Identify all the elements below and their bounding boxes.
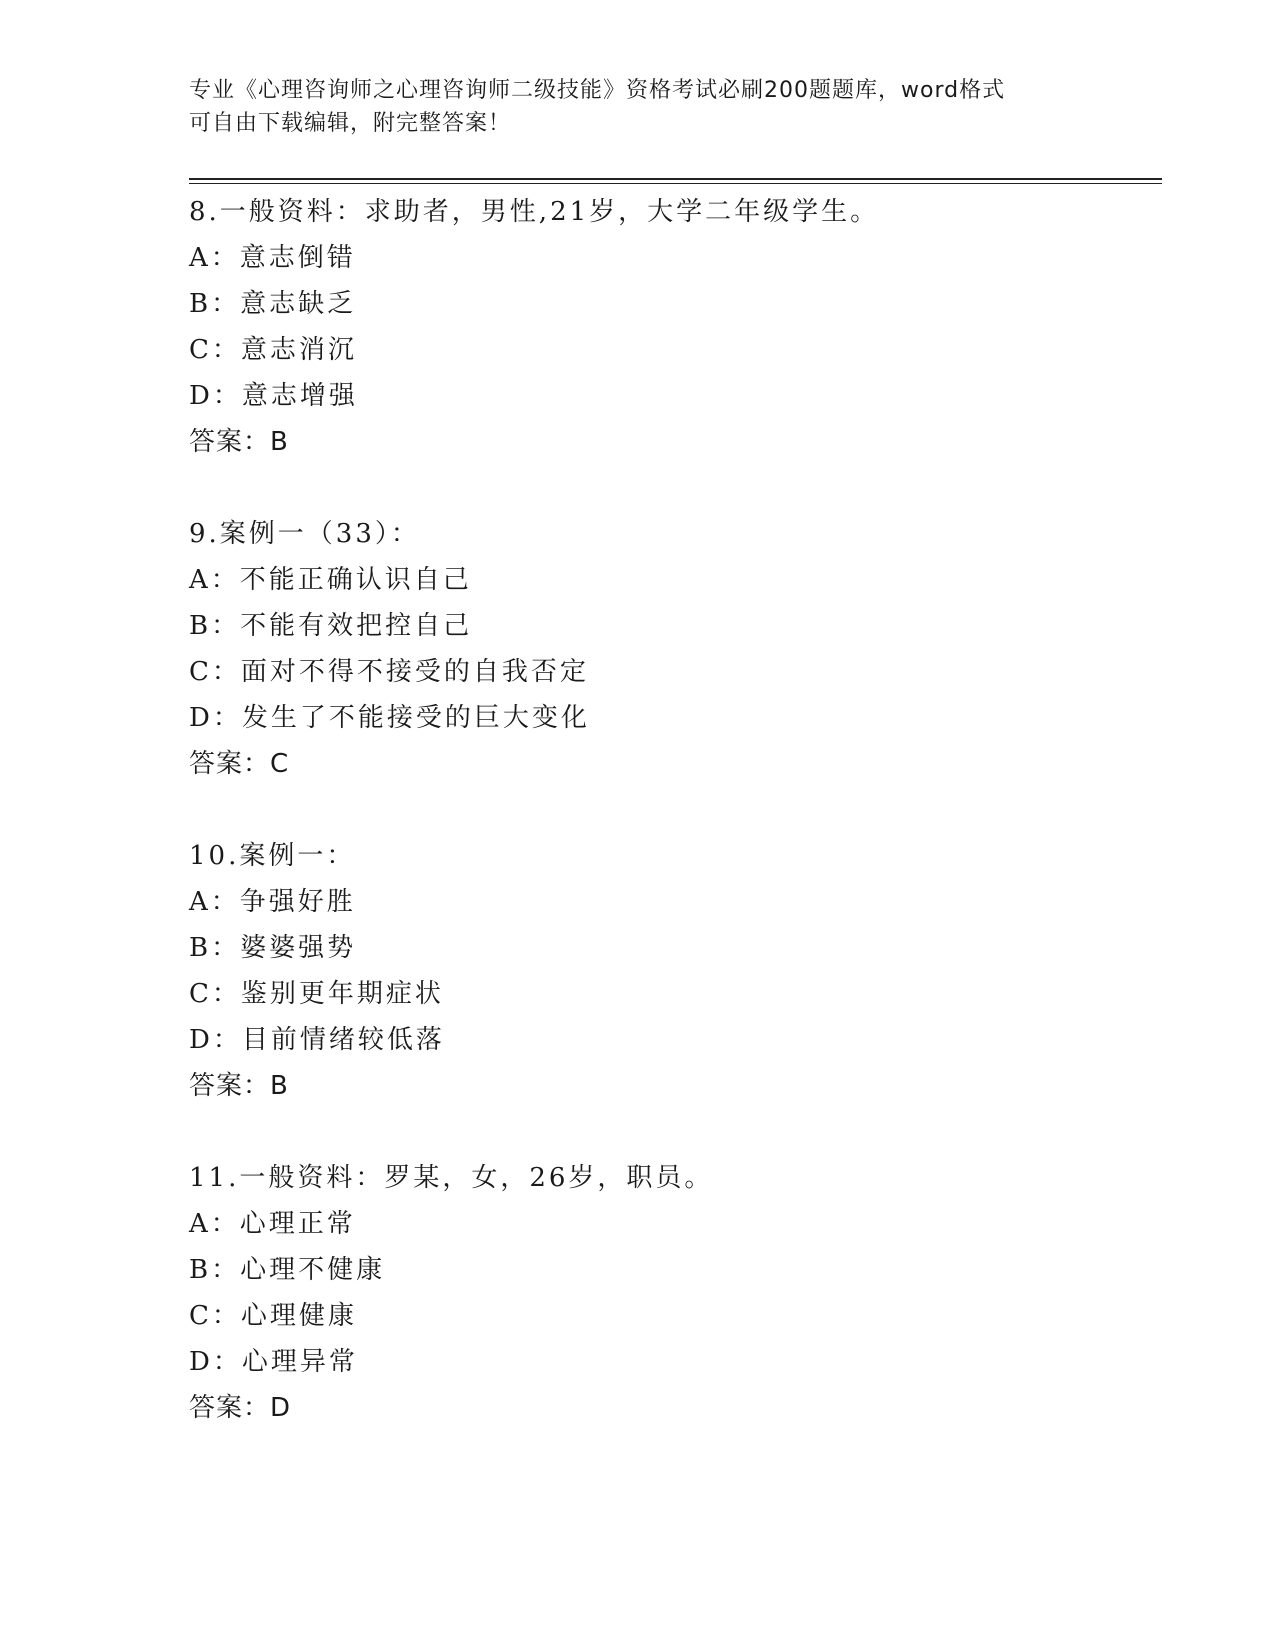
option-b: B：婆婆强势 <box>189 933 357 963</box>
answer-line: 答案：B <box>189 427 289 457</box>
option-a: A：争强好胜 <box>189 887 356 917</box>
question-stem: 10.案例一： <box>189 841 356 871</box>
header-line-1: 专业《心理咨询师之心理咨询师二级技能》资格考试必刷200题题库，word格式 <box>189 78 1006 103</box>
question-8 <box>189 189 1169 465</box>
option-b: B：意志缺乏 <box>189 289 357 319</box>
option-a: A：意志倒错 <box>189 243 356 273</box>
option-b: B：心理不健康 <box>189 1255 386 1285</box>
answer-line: 答案：D <box>189 1393 292 1423</box>
option-a: A：心理正常 <box>189 1209 356 1239</box>
document-header <box>189 74 1069 140</box>
answer-line: 答案：B <box>189 1071 289 1101</box>
option-b: B：不能有效把控自己 <box>189 611 473 641</box>
option-a: A：不能正确认识自己 <box>189 565 472 595</box>
question-list <box>189 189 1169 1477</box>
option-d: D：发生了不能接受的巨大变化 <box>189 703 590 733</box>
option-d: D：心理异常 <box>189 1347 358 1377</box>
option-d: D：目前情绪较低落 <box>189 1025 445 1055</box>
option-c: C：心理健康 <box>189 1301 357 1331</box>
question-stem: 11.一般资料：罗某，女，26岁，职员。 <box>189 1163 714 1193</box>
header-divider-thick <box>189 178 1162 180</box>
option-c: C：意志消沉 <box>189 335 357 365</box>
question-stem: 8.一般资料：求助者，男性,21岁，大学二年级学生。 <box>189 197 880 227</box>
option-d: D：意志增强 <box>189 381 358 411</box>
answer-line: 答案：C <box>189 749 290 779</box>
header-line-2: 可自由下载编辑，附完整答案！ <box>189 111 512 136</box>
question-stem: 9.案例一（33）： <box>189 519 420 549</box>
option-c: C：面对不得不接受的自我否定 <box>189 657 589 687</box>
header-divider-thin <box>189 183 1162 184</box>
question-11 <box>189 1155 1169 1431</box>
question-10 <box>189 833 1169 1109</box>
question-9 <box>189 511 1169 787</box>
option-c: C：鉴别更年期症状 <box>189 979 444 1009</box>
